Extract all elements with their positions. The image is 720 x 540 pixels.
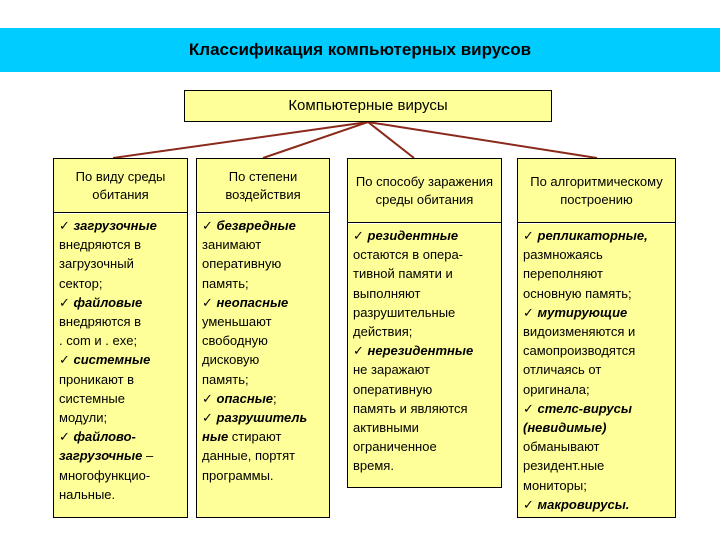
checkmark-icon: ✓ [523,496,538,512]
column-line [202,254,324,273]
root-node [184,90,552,122]
column-line [202,312,324,331]
keyword: файловые [73,294,143,310]
checkmark-icon: ✓ [59,294,74,310]
column-header: По виду среды обитания [54,159,187,213]
line-text: резидент.ные [523,458,605,474]
column-body [54,214,187,517]
column-line [202,293,324,312]
checkmark-icon: ✓ [59,218,74,233]
line-text: тивной памяти и [353,266,453,282]
keyword: репликаторные, [537,228,648,243]
column-line [59,331,182,350]
column-line [59,408,182,427]
column-algorithm [517,158,676,518]
column-line [202,446,324,465]
line-text: ; [273,390,277,406]
column-line [523,284,670,303]
line-text: основную память; [523,285,632,301]
column-line [202,389,324,408]
line-text: ограниченное [353,439,437,455]
line-text: переполняют [523,266,603,282]
column-line [202,331,324,350]
column-body [348,224,501,487]
column-line [202,216,324,235]
column-line [202,235,324,254]
column-line [523,303,670,322]
column-line [523,360,670,379]
column-line [59,235,182,254]
keyword: опасные [216,390,274,406]
keyword: системные [73,352,151,368]
line-text: оперативную [353,381,433,397]
line-text: нальные. [59,486,116,502]
column-line [59,389,182,408]
column-line [523,264,670,283]
line-text: память и являются [353,400,468,416]
column-line [353,322,496,341]
keyword: загрузочные [59,448,143,464]
line-text: действия; [353,324,413,340]
line-text: оригинала; [523,381,590,397]
column-line [202,274,324,293]
line-text: занимают [202,237,262,253]
line-text: внедряются в [59,237,142,253]
line-text: самопроизводятся [523,343,636,359]
column-line [523,476,670,495]
line-text: обманывают [523,439,600,455]
line-text: загрузочный [59,256,134,272]
column-line [353,456,496,475]
line-text: внедряются в [59,314,142,330]
column-line [59,254,182,273]
keyword: (невидимые) [523,420,607,436]
column-line [523,341,670,360]
column-line [523,399,670,418]
line-text: уменьшают [202,314,272,330]
keyword: файлово- [73,429,136,445]
column-line [59,293,182,312]
column-line [523,495,670,514]
column-line [59,274,182,293]
line-text: . com и . exe; [59,333,138,349]
column-body [518,224,675,517]
line-text: системные [59,390,125,406]
column-line [523,418,670,437]
keyword: стелс-вирусы [537,400,632,416]
line-text: программы. [202,467,274,483]
column-line [59,216,182,235]
line-text: память; [202,275,249,291]
connector-4 [368,122,597,158]
checkmark-icon: ✓ [59,352,74,368]
column-line [353,437,496,456]
line-text: активными [353,420,419,436]
line-text: не заражают [353,362,431,378]
column-line [523,437,670,456]
checkmark-icon: ✓ [202,410,217,426]
column-line [59,350,182,369]
keyword: макровирусы. [537,496,630,512]
column-line [523,226,670,245]
line-text: данные, портят [202,448,296,464]
line-text: мониторы; [523,477,587,493]
column-line [59,466,182,485]
checkmark-icon: ✓ [202,294,217,310]
checkmark-icon: ✓ [59,429,74,445]
column-line [523,322,670,341]
checkmark-icon: ✓ [202,390,217,406]
column-line [523,456,670,475]
column-line [202,408,324,427]
keyword: мутирующие [537,304,628,320]
keyword: неопасные [216,294,289,310]
checkmark-icon: ✓ [523,400,538,416]
column-line [353,284,496,303]
line-text: – [142,448,154,464]
keyword: резидентные [367,228,459,243]
column-line [353,418,496,437]
column-line [202,350,324,369]
column-line [353,245,496,264]
line-text: проникают в [59,371,135,387]
keyword: ные [202,429,229,445]
column-header: По степени воздействия [197,159,329,213]
column-line [59,446,182,465]
line-text: память; [202,371,249,387]
line-text: оперативную [202,256,282,272]
column-line [59,485,182,504]
column-line [353,226,496,245]
column-habitat [53,158,188,518]
column-line [202,370,324,389]
root-label: Компьютерные вирусы [288,97,448,114]
column-line [523,245,670,264]
checkmark-icon: ✓ [202,218,217,233]
column-impact [196,158,330,518]
line-text: сектор; [59,275,103,291]
line-text: время. [353,458,394,474]
line-text: разрушительные [353,304,456,320]
keyword: загрузочные [73,218,157,233]
line-text: многофункцио- [59,467,151,483]
column-line [353,303,496,322]
column-line [59,427,182,446]
line-text: отличаясь от [523,362,602,378]
connector-1 [113,122,368,158]
checkmark-icon: ✓ [523,228,538,243]
checkmark-icon: ✓ [353,228,368,243]
line-text: остаются в опера- [353,247,463,263]
column-body [197,214,329,517]
column-line [59,370,182,389]
keyword: разрушитель [216,410,308,426]
line-text: дисковую [202,352,260,368]
column-line [353,341,496,360]
column-line [523,380,670,399]
line-text: стирают [228,429,282,445]
line-text: видоизменяются и [523,324,636,340]
keyword: нерезидентные [367,343,474,359]
line-text: выполняют [353,285,421,301]
line-text: модули; [59,410,108,426]
column-line [353,264,496,283]
column-line [59,312,182,331]
line-text: размножаясь [523,247,603,263]
connector-2 [263,122,368,158]
checkmark-icon: ✓ [523,304,538,320]
column-line [353,399,496,418]
checkmark-icon: ✓ [353,343,368,359]
column-line [353,380,496,399]
column-line [353,360,496,379]
column-header: По алгоритмическому построению [518,159,675,223]
keyword: безвредные [216,218,296,233]
line-text: свободную [202,333,268,349]
column-line [202,427,324,446]
column-header: По способу заражения среды обитания [348,159,501,223]
page-title: Классификация компьютерных вирусов [188,40,532,59]
column-line [202,466,324,485]
column-infection [347,158,502,488]
